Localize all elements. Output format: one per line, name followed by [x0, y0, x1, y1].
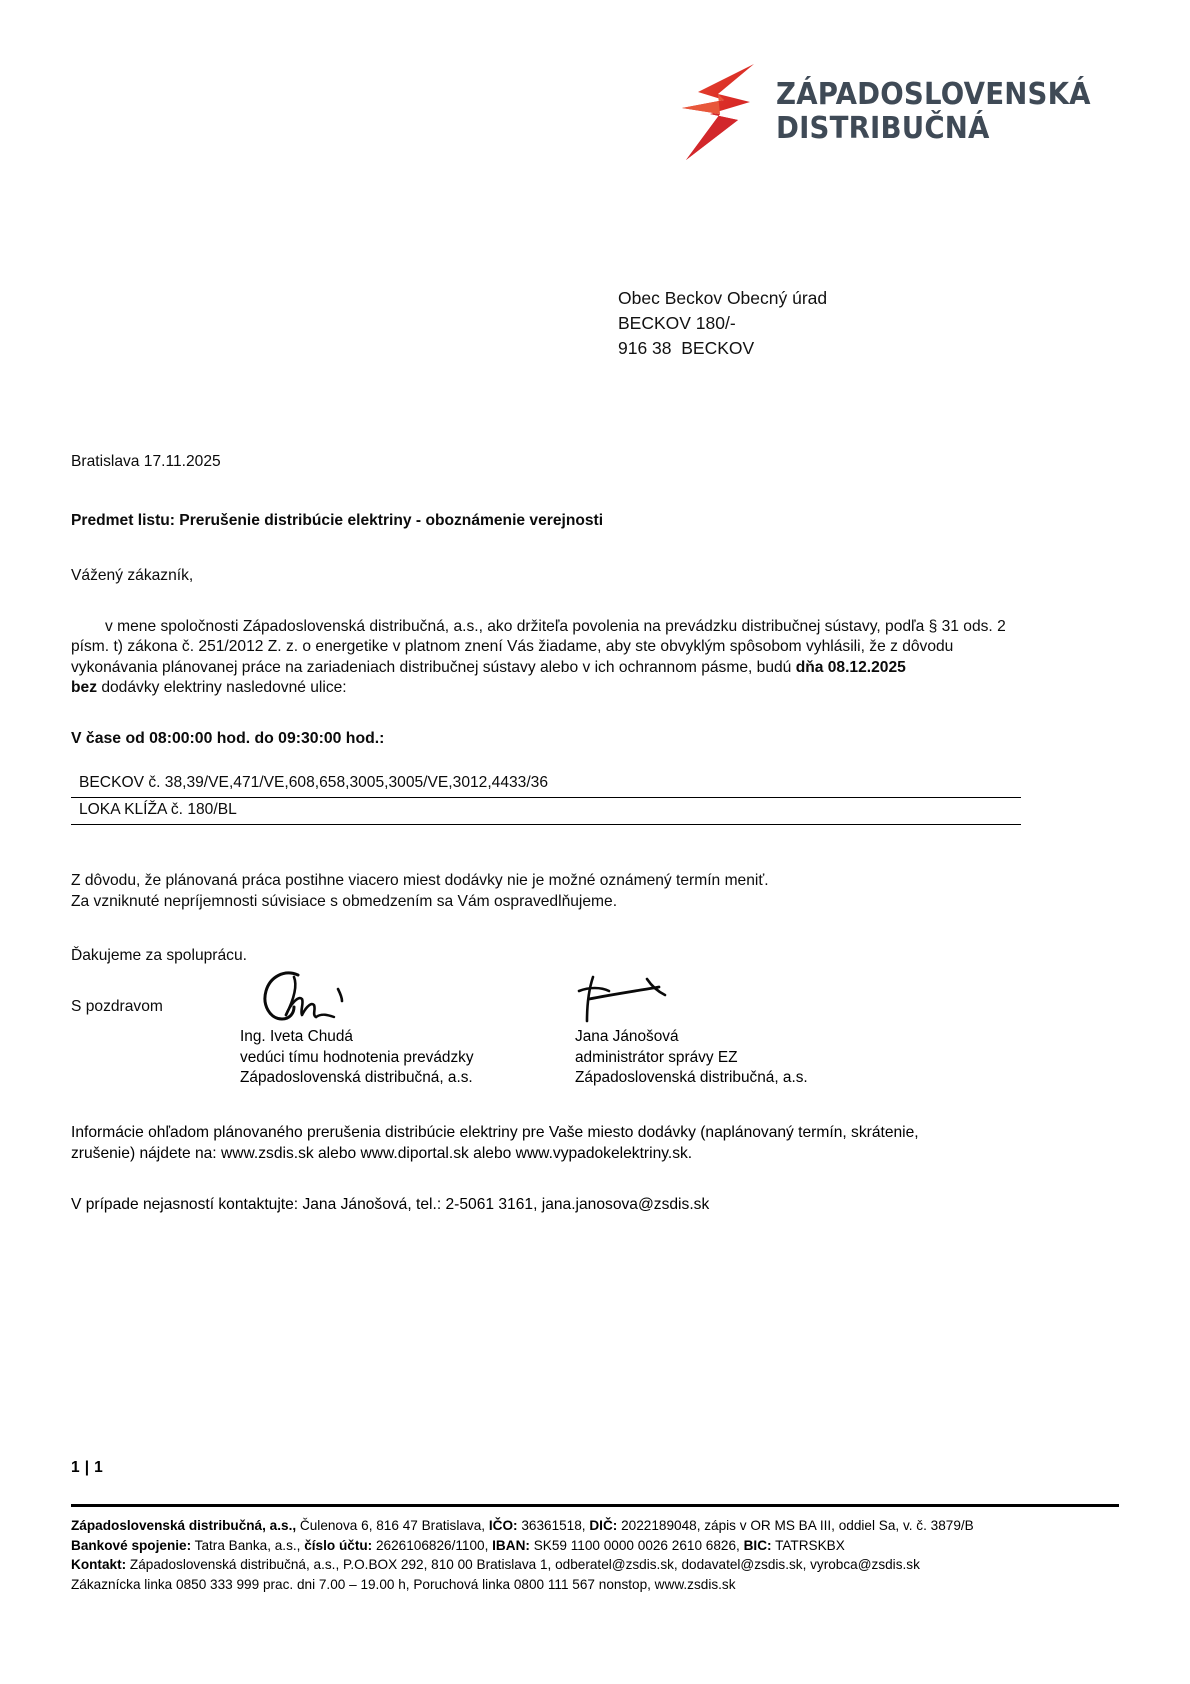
letter-subject: Predmet listu: Prerušenie distribúcie elektriny - oboznámenie verejnosti	[71, 511, 604, 529]
address-line-1: Obec Beckov Obecný úrad	[618, 288, 828, 308]
signature-details-2	[575, 1027, 910, 1089]
footer-contact-label: Kontakt:	[71, 1557, 127, 1572]
footer-contact-value: Západoslovenská distribučná, a.s., P.O.BOX 292, 810 00 Bratislava 1, odberatel@zsdis.sk, dodavatel@zsdis.sk, vyrobca@zsdis.sk	[126, 1557, 920, 1572]
signatory-company: Západoslovenská distribučná, a.s.	[240, 1069, 473, 1086]
street-entry: LOKA KLÍŽA č. 180/BL	[71, 798, 1021, 825]
regards-line: S pozdravom	[71, 997, 163, 1015]
logo-text-line1: ZÁPADOSLOVENSKÁ	[775, 77, 1091, 113]
table-row	[71, 798, 1021, 825]
signatory-name: Ing. Iveta Chudá	[240, 1028, 353, 1045]
contact-line: V prípade nejasností kontaktujte: Jana Jánošová, tel.: 2-5061 3161, jana.janosova@zsdis.sk	[71, 1196, 710, 1213]
lightning-bolt-icon	[680, 62, 758, 162]
info-block-2	[71, 1194, 1031, 1215]
company-logo	[680, 62, 1118, 162]
footer-bank-label: Bankové spojenie:	[71, 1537, 192, 1553]
footer-iban-value: SK59 1100 0000 0026 2610 6826,	[529, 1537, 744, 1553]
footer-account-label: číslo účtu:	[304, 1537, 373, 1553]
address-line-2: BECKOV 180/-	[618, 313, 736, 333]
footer-ico-value: 36361518,	[517, 1518, 590, 1533]
footer-line-2	[71, 1536, 1131, 1556]
signatory-name: Jana Jánošová	[575, 1028, 679, 1045]
note-line-1: Z dôvodu, že plánovaná práca postihne viacero miest dodávky nie je možné oznámený termín meniť.	[71, 872, 769, 889]
main-paragraph	[71, 617, 1021, 699]
footer-address: Čulenova 6, 816 47 Bratislava,	[296, 1518, 489, 1533]
additional-info	[71, 1122, 1031, 1215]
footer-account-value: 2626106826/1100,	[372, 1537, 493, 1553]
affected-streets-table	[71, 771, 1021, 825]
logo-text-line2: DISTRIBUČNÁ	[775, 111, 990, 146]
footer-line-1	[71, 1516, 1131, 1536]
main-paragraph-text-end: dodávky elektriny nasledovné ulice:	[97, 679, 347, 696]
handwritten-signature-icon	[575, 965, 910, 1027]
footer-company-name: Západoslovenská distribučná, a.s.,	[71, 1518, 297, 1533]
signatory-company: Západoslovenská distribučná, a.s.	[575, 1069, 808, 1086]
info-line-1: Informácie ohľadom plánovaného prerušenia distribúcie elektriny pre Vaše miesto dodávky (naplánovaný termín, skrátenie,	[71, 1124, 919, 1141]
bez-keyword: bez	[71, 679, 97, 696]
handwritten-signature-icon	[240, 965, 575, 1027]
footer-divider	[71, 1504, 1119, 1507]
note-line-2: Za vzniknuté nepríjemnosti súvisiace s obmedzením sa Vám ospravedlňujeme.	[71, 892, 618, 910]
table-row	[71, 771, 1021, 798]
footer-bic-value: TATRSKBX	[771, 1537, 845, 1553]
info-block-1	[71, 1122, 1031, 1164]
thanks-line: Ďakujeme za spoluprácu.	[71, 947, 247, 964]
footer-line-4: Zákaznícka linka 0850 333 999 prac. dni 7.00 – 19.00 h, Poruchová linka 0800 111 567 nonstop, www.zsdis.sk	[71, 1576, 736, 1592]
signatory-title: administrátor správy EZ	[575, 1048, 738, 1066]
document-footer	[71, 1516, 1131, 1594]
letter-body	[71, 452, 1021, 1017]
place-and-date: Bratislava 17.11.2025	[71, 453, 221, 470]
signature-block-1	[240, 965, 575, 1089]
signature-row	[240, 965, 1000, 1089]
footer-dic-label: DIČ:	[589, 1518, 618, 1533]
footer-line-3	[71, 1555, 1131, 1575]
note-paragraph	[71, 871, 1021, 912]
recipient-address	[618, 286, 827, 361]
footer-bank-value: Tatra Banka, a.s.,	[191, 1537, 305, 1553]
page-number: 1 | 1	[71, 1459, 104, 1476]
address-line-3: 916 38 BECKOV	[618, 338, 755, 358]
street-entry: BECKOV č. 38,39/VE,471/VE,608,658,3005,3005/VE,3012,4433/36	[71, 771, 1021, 798]
footer-ico-label: IČO:	[488, 1518, 518, 1533]
signature-details-1	[240, 1027, 575, 1089]
outage-time-range: V čase od 08:00:00 hod. do 09:30:00 hod.:	[71, 729, 385, 747]
footer-bic-label: BIC:	[743, 1537, 772, 1553]
salutation: Vážený zákazník,	[71, 567, 194, 584]
outage-date: dňa 08.12.2025	[795, 658, 906, 676]
main-paragraph-text: v mene spoločnosti Západoslovenská distribučná, a.s., ako držiteľa povolenia na prevádzku distribučnej sústavy, podľa § 31 ods. 2 písm. t) zákona č. 251/2012 Z. z. o energetike v platnom znení Vás žiadame, aby ste obvyklým spôsobom vyhlásili, že z dôvodu vykonávania plánovanej práce na zariadeniach distribučnej sústavy alebo v ich ochrannom pásme, budú	[71, 617, 1006, 676]
signature-block-2	[575, 965, 910, 1089]
signatory-title: vedúci tímu hodnotenia prevádzky	[240, 1048, 474, 1066]
footer-iban-label: IBAN:	[492, 1537, 530, 1553]
footer-dic-value: 2022189048, zápis v OR MS BA III, oddiel Sa, v. č. 3879/B	[617, 1518, 974, 1533]
info-line-2: zrušenie) nájdete na: www.zsdis.sk alebo www.diportal.sk alebo www.vypadokelektriny.sk.	[71, 1145, 693, 1162]
